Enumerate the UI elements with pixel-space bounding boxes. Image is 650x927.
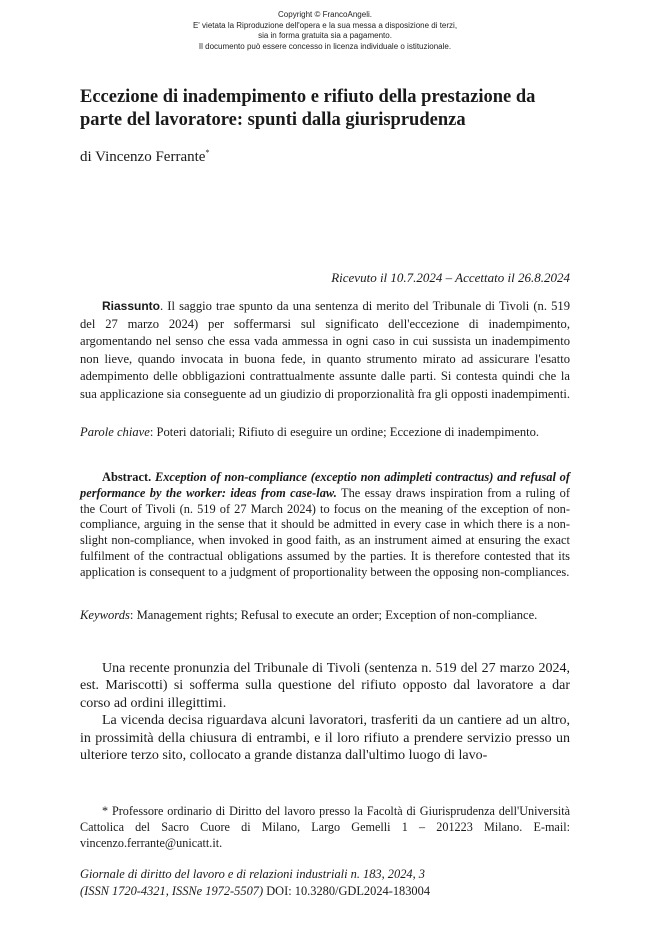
received-dates: Ricevuto il 10.7.2024 – Accettato il 26.8.2024 [331,270,570,285]
copyright-notice [0,10,650,52]
article-author [80,148,209,166]
journal-name: Giornale di diritto del lavoro e di relazioni industriali n. 183, 2024, 3 [80,867,425,881]
author-name: di Vincenzo Ferrante [80,149,206,165]
abstract-label: Abstract. [102,470,152,484]
parole-chiave-label: Parole chiave [80,425,150,439]
riassunto-label: Riassunto [102,299,161,313]
author-footnote-mark: * [205,148,210,157]
keywords [80,608,570,623]
abstract-text: The essay draws inspiration from a ruling of the Court of Tivoli (n. 519 of 27 March 2024) to focus on the meaning of the exception of non-compliance, arguing in the sense that it should be admitted in every case in which there is a non-slight non-compliance, when invoked in good faith, as an instrument aimed at ensuring the exact fulfilment of the contractual obligations assumed by the parties. It is therefore contested that its application is consequent to a judgment of proportionality between the opposing non-compliances. [80,485,570,579]
riassunto-text: . Il saggio trae spunto da una sentenza di merito del Tribunale di Tivoli (n. 519 del 27 marzo 2024) per soffermarsi sul significato dell'eccezione di inadempimento, argomentando nel senso che essa vada ammessa in ogni caso in cui sussista un inadempimento non lieve, quando invocata in buona fede, in quanto strumento mirato ad assicurare l'esatto adempimento delle obbligazioni contrattualmente assunte dalle parti. Si contesta quindi che la sua applicazione sia conseguente ad un giudizio di proporzionalità fra gli opposti inadempimenti. [80,299,570,401]
body-paragraph: La vicenda decisa riguardava alcuni lavoratori, trasferiti da un cantiere ad un altro, in prossimità della chiusura di entrambi, e il loro rifiuto a prendere servizio presso un ulteriore terzo sito, collocato a grande distanza dall'ultimo luogo di lavo- [80,713,570,764]
main-body [80,660,570,764]
footnote-mark: * [102,804,109,818]
body-paragraph: Una recente pronunzia del Tribunale di Tivoli (sentenza n. 519 del 27 marzo 2024, est. Mariscotti) si sofferma sulla questione del rifiuto opposto dal lavoratore a dar corso ad ordini illegittimi. [80,661,570,711]
riassunto-paragraph [80,298,570,403]
author-footnote [80,803,570,851]
abstract-english-title: Exception of non-compliance (exceptio non adimpleti contractus) and refusal of performance by the worker: ideas from case-law. [80,470,570,500]
footnote-text: Professore ordinario di Diritto del lavoro presso la Facoltà di Giurisprudenza dell'Università Cattolica del Sacro Cuore di Milano, Largo Gemelli 1 – 201223 Milano. E-mail: vincenzo.ferrante@unicatt.it. [80,804,570,850]
journal-doi: DOI: 10.3280/GDL2024-183004 [263,883,431,898]
copyright-line: E' vietata la Riproduzione dell'opera e la sua messa a disposizione di terzi, [192,20,458,30]
copyright-line: sia in forma gratuita sia a pagamento. [258,31,392,40]
copyright-line: Copyright © FrancoAngeli. [278,10,372,19]
copyright-line: Il documento può essere concesso in licenza individuale o istituzionale. [198,41,452,51]
article-title: Eccezione di inadempimento e rifiuto della prestazione da parte del lavoratore: spunti dalla giurisprudenza [80,87,536,130]
parole-chiave-text: : Poteri datoriali; Rifiuto di eseguire un ordine; Eccezione di inadempimento. [149,425,540,439]
abstract-paragraph [80,470,570,581]
keywords-label: Keywords [80,608,130,622]
keywords-text: : Management rights; Refusal to execute an order; Exception of non-compliance. [129,608,538,622]
journal-issn: (ISSN 1720-4321, ISSNe 1972-5507) [80,883,264,898]
parole-chiave [80,425,570,440]
journal-footer [80,866,580,899]
